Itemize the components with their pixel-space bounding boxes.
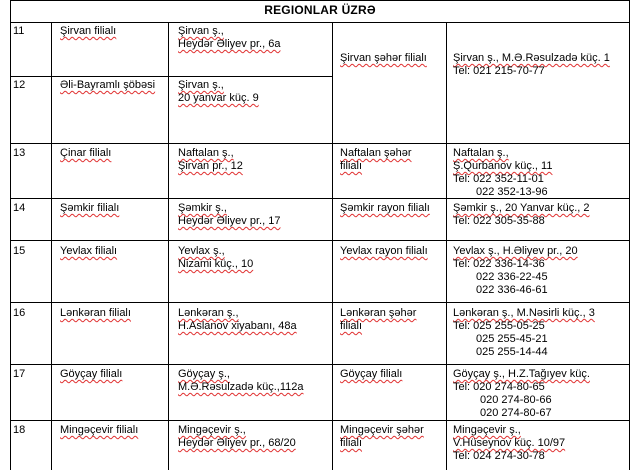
branch-name: Göyçay filialı: [60, 368, 123, 380]
row-number: 16: [13, 307, 26, 319]
row-number: 11: [13, 25, 25, 37]
group-address-street: Ş.Qurbanov küç., 11: [453, 160, 553, 172]
group-address-street: V.Hüseynov küç. 10/97: [453, 437, 566, 449]
group-branch-name: Şəmkir rayon filialı: [340, 202, 430, 214]
branch-name: Əli-Bayramlı şöbəsi: [60, 79, 156, 91]
group-phone: Tel: 022 305-35-88: [453, 215, 545, 227]
group-address: Yevlax ş., H.Əliyev pr., 20: [453, 245, 578, 257]
branch-name: Şirvan filialı: [60, 25, 117, 37]
row-number: 14: [13, 202, 26, 214]
header-divider: [10, 22, 630, 23]
col-divider-3: [332, 22, 333, 470]
row-divider-11-12: [10, 76, 332, 77]
branch-address-city: Mingəçevir ş.,: [178, 424, 246, 436]
group-phone-extra: 025 255-14-44: [476, 346, 548, 358]
col-divider-2: [168, 22, 169, 470]
group-branch-name: Mingəçevir şəhər: [340, 424, 424, 436]
group-address: Göyçay ş., H.Z.Tağıyev küç.: [453, 368, 590, 380]
group-branch-name: Lənkəran şəhər: [340, 307, 417, 319]
branch-address-street: Nizami küç., 10: [178, 258, 254, 270]
row-divider-16-17: [10, 364, 630, 365]
group-phone: Tel: 024 274-30-78: [453, 450, 545, 462]
branch-address-street: M.Ə.Rəsulzadə küç.,112a: [178, 381, 304, 393]
group-phone-extra: 022 336-22-45: [476, 271, 548, 283]
group-address: Lənkəran ş., M.Nəsirli küç., 3: [453, 307, 595, 319]
branch-name: Lənkəran filialı: [60, 307, 131, 319]
branch-name: Şəmkir filialı: [60, 202, 120, 214]
group-phone: Tel: 025 255-05-25: [453, 320, 545, 332]
branch-name: Çinar filialı: [60, 147, 112, 159]
group-phone: Tel: 021 215-70-77: [453, 65, 545, 77]
row-number: 17: [13, 368, 26, 380]
branch-table: [10, 0, 630, 470]
branch-address-city: Göyçay ş.,: [178, 368, 230, 380]
branch-address-street: Heydər Əliyev pr., 68/20: [178, 437, 296, 449]
branch-address-city: Lənkəran ş.,: [178, 307, 239, 319]
group-phone: Tel: 022 352-11-01: [453, 173, 544, 185]
row-number: 13: [13, 147, 26, 159]
branch-address-street: H.Aslanov xiyabanı, 48a: [178, 320, 297, 332]
group-branch-name: Yevlax rayon filialı: [340, 245, 428, 257]
group-branch-name-cont: filialı: [340, 320, 363, 332]
col-divider-4: [446, 22, 447, 470]
table-border-top: [10, 0, 630, 1]
group-branch-name-cont: filialı: [340, 160, 363, 172]
group-phone-extra: 025 255-45-21: [476, 333, 548, 345]
branch-address-city: Naftalan ş.,: [178, 147, 234, 159]
col-divider-1: [51, 22, 52, 470]
branch-address-street: Heydər Əliyev pr., 17: [178, 215, 281, 227]
branch-address-city: Şəmkir ş.,: [178, 202, 227, 214]
branch-address-city: Yevlax ş.,: [178, 245, 225, 257]
table-border-left: [10, 0, 11, 470]
row-number: 12: [13, 79, 26, 91]
group-branch-name: Naftalan şəhər: [340, 147, 412, 159]
row-number: 15: [13, 245, 26, 257]
row-divider-12-13: [10, 143, 630, 144]
branch-address-street: 20 yanvar küç. 9: [178, 92, 259, 104]
group-phone-extra: 020 274-80-66: [480, 394, 552, 406]
branch-address-city: Şirvan ş.,: [178, 25, 224, 37]
group-phone: Tel: 022 336-14-36: [453, 258, 545, 270]
branch-address-street: Şirvan pr., 12: [178, 160, 243, 172]
group-address: Şirvan ş., M.Ə.Rəsulzadə küç. 1: [453, 52, 610, 64]
table-border-right: [629, 0, 630, 470]
row-divider-15-16: [10, 302, 630, 303]
group-address: Naftalan ş.,: [453, 147, 509, 159]
group-branch-name-cont: filialı: [340, 437, 363, 449]
group-phone: Tel: 020 274-80-65: [453, 381, 545, 393]
row-divider-17-18: [10, 420, 630, 421]
group-phone-extra: 020 274-80-67: [480, 407, 552, 419]
group-address: Mingəçevir ş.,: [453, 424, 521, 436]
branch-name: Yevlax filialı: [60, 245, 118, 257]
table-title: REGIONLAR ÜZRƏ: [264, 3, 376, 17]
group-branch-name: Göyçay filialı: [340, 368, 403, 380]
branch-name: Mingəçevir filialı: [60, 424, 139, 436]
row-number: 18: [13, 424, 26, 436]
row-divider-14-15: [10, 240, 630, 241]
branch-address-city: Şirvan ş.,: [178, 79, 224, 91]
group-phone-extra: 022 352-13-96: [476, 186, 548, 198]
group-phone-extra: 022 336-46-61: [476, 284, 548, 296]
group-address: Şəmkir ş., 20 Yanvar küç., 2: [453, 202, 590, 214]
branch-address-street: Heydər Əliyev pr., 6a: [178, 38, 281, 50]
group-branch-name: Şirvan şəhər filialı: [340, 52, 427, 64]
